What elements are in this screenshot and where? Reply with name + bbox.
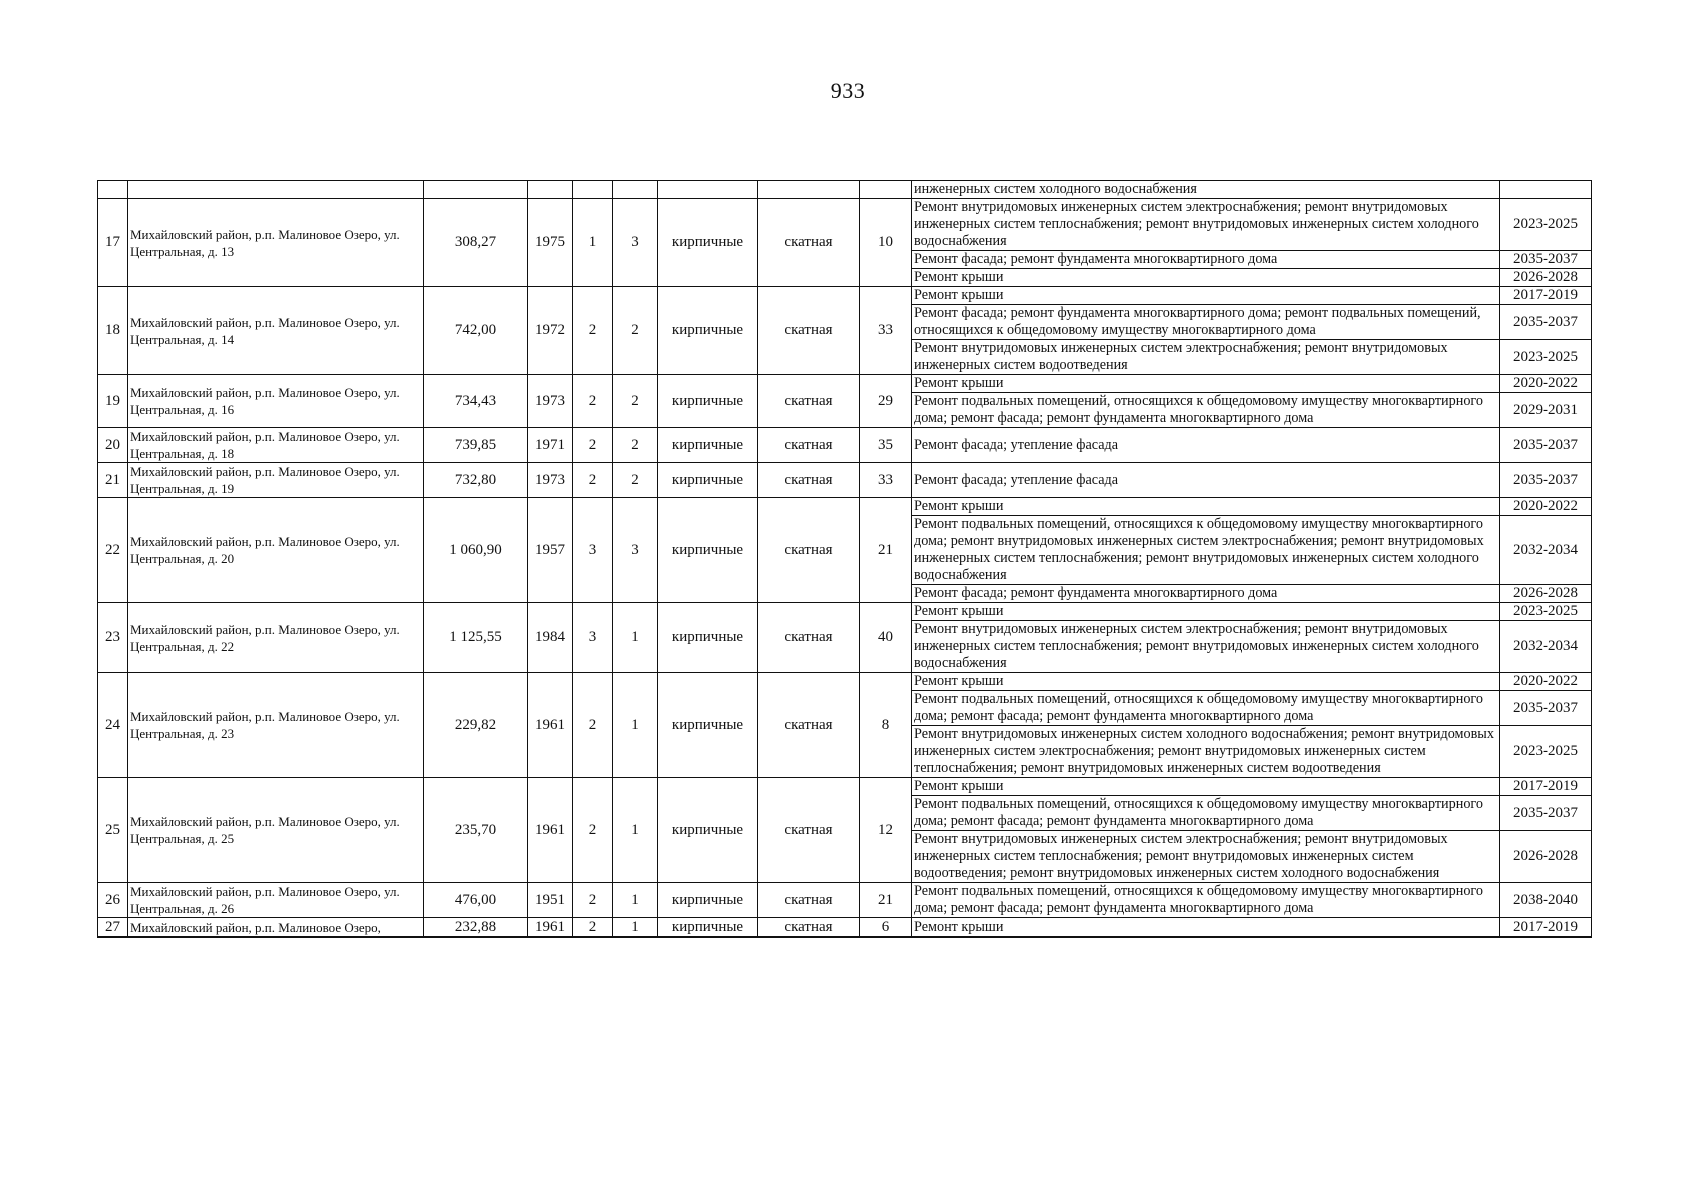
cell-period: 2020-2022: [1500, 673, 1592, 691]
cell-num: 24: [98, 673, 128, 778]
cell-year: 1961: [528, 673, 573, 778]
cell-work: Ремонт подвальных помещений, относящихся к общедомовому имуществу многоквартирного дома; ремонт фасада; ремонт фундамента многоквартирного дома: [912, 393, 1500, 428]
cell-period: 2017-2019: [1500, 918, 1592, 938]
continuation-row: [98, 181, 1592, 199]
cell-address: Михайловский район, р.п. Малиновое Озеро, ул. Центральная, д. 14: [128, 287, 424, 375]
cell-entrances: 1: [613, 883, 658, 918]
cell-walls: кирпичные: [658, 883, 758, 918]
cell-work: Ремонт крыши: [912, 498, 1500, 516]
table-row: [98, 463, 1592, 498]
cell-floors: [573, 181, 613, 199]
cell-period: [1500, 181, 1592, 199]
cell-entrances: 2: [613, 287, 658, 375]
cell-work: Ремонт фасада; утепление фасада: [912, 463, 1500, 498]
cell-period: 2023-2025: [1500, 726, 1592, 778]
cell-work: Ремонт внутридомовых инженерных систем холодного водоснабжения; ремонт внутридомовых инженерных систем электроснабжения; ремонт внутридомовых инженерных систем теплоснабжения; ремонт внутридомовых инженерных систем водоотведения: [912, 726, 1500, 778]
cell-year: 1951: [528, 883, 573, 918]
cell-residents: 33: [860, 463, 912, 498]
cell-num: 20: [98, 428, 128, 463]
cell-area: 229,82: [424, 673, 528, 778]
cell-period: 2026-2028: [1500, 585, 1592, 603]
cell-walls: кирпичные: [658, 428, 758, 463]
cell-entrances: [613, 181, 658, 199]
cell-period: 2035-2037: [1500, 691, 1592, 726]
cell-area: 476,00: [424, 883, 528, 918]
cell-year: 1957: [528, 498, 573, 603]
cell-floors: 2: [573, 778, 613, 883]
cell-entrances: 1: [613, 673, 658, 778]
cell-address: Михайловский район, р.п. Малиновое Озеро, ул. Центральная, д. 22: [128, 603, 424, 673]
cell-work: Ремонт подвальных помещений, относящихся к общедомовому имуществу многоквартирного дома; ремонт фасада; ремонт фундамента многоквартирного дома: [912, 796, 1500, 831]
cell-entrances: 2: [613, 428, 658, 463]
cell-num: 22: [98, 498, 128, 603]
cell-period: 2035-2037: [1500, 305, 1592, 340]
cell-roof: скатная: [758, 778, 860, 883]
cell-period: 2038-2040: [1500, 883, 1592, 918]
cell-area: 232,88: [424, 918, 528, 938]
cell-floors: 2: [573, 463, 613, 498]
cell-area: 1 060,90: [424, 498, 528, 603]
table-row: [98, 918, 1592, 938]
cell-roof: скатная: [758, 463, 860, 498]
cell-num: 25: [98, 778, 128, 883]
cell-period: 2035-2037: [1500, 796, 1592, 831]
cell-period: 2023-2025: [1500, 199, 1592, 251]
cell-residents: 8: [860, 673, 912, 778]
table-row: [98, 287, 1592, 305]
cell-walls: кирпичные: [658, 918, 758, 938]
cell-num: 17: [98, 199, 128, 287]
cell-area: 732,80: [424, 463, 528, 498]
cell-residents: 12: [860, 778, 912, 883]
cell-address: Михайловский район, р.п. Малиновое Озеро, ул. Центральная, д. 26: [128, 883, 424, 918]
cell-year: 1971: [528, 428, 573, 463]
cell-address: Михайловский район, р.п. Малиновое Озеро, ул. Центральная, д. 19: [128, 463, 424, 498]
page-number: 933: [830, 78, 866, 103]
cell-walls: кирпичные: [658, 375, 758, 428]
cell-area: 308,27: [424, 199, 528, 287]
table-row: [98, 778, 1592, 796]
cell-entrances: 1: [613, 918, 658, 938]
cell-area: [424, 181, 528, 199]
cell-period: 2026-2028: [1500, 269, 1592, 287]
cell-num: 23: [98, 603, 128, 673]
cell-floors: 2: [573, 673, 613, 778]
cell-residents: 6: [860, 918, 912, 938]
cell-entrances: 1: [613, 603, 658, 673]
cell-roof: скатная: [758, 287, 860, 375]
cell-roof: скатная: [758, 498, 860, 603]
table-body: [98, 181, 1592, 938]
cell-residents: 10: [860, 199, 912, 287]
cell-year: 1975: [528, 199, 573, 287]
cell-work: Ремонт внутридомовых инженерных систем электроснабжения; ремонт внутридомовых инженерных систем теплоснабжения; ремонт внутридомовых инженерных систем холодного водоснабжения: [912, 199, 1500, 251]
cell-walls: кирпичные: [658, 463, 758, 498]
cell-work: Ремонт крыши: [912, 269, 1500, 287]
cell-floors: 2: [573, 375, 613, 428]
cell-entrances: 3: [613, 498, 658, 603]
cell-work: Ремонт фасада; ремонт фундамента многоквартирного дома: [912, 251, 1500, 269]
cell-roof: скатная: [758, 603, 860, 673]
cell-period: 2020-2022: [1500, 375, 1592, 393]
table-row: [98, 375, 1592, 393]
cell-floors: 1: [573, 199, 613, 287]
cell-area: 734,43: [424, 375, 528, 428]
cell-floors: 2: [573, 883, 613, 918]
cell-num: 18: [98, 287, 128, 375]
cell-work: Ремонт крыши: [912, 778, 1500, 796]
cell-work: Ремонт подвальных помещений, относящихся к общедомовому имуществу многоквартирного дома; ремонт внутридомовых инженерных систем электроснабжения; ремонт внутридомовых инженерных систем теплоснабжения; ремонт внутридомовых инженерных систем холодного водоснабжения: [912, 516, 1500, 585]
cell-year: [528, 181, 573, 199]
cell-period: 2023-2025: [1500, 603, 1592, 621]
cell-work: Ремонт крыши: [912, 918, 1500, 938]
cell-work: Ремонт крыши: [912, 287, 1500, 305]
cell-work: Ремонт подвальных помещений, относящихся к общедомовому имуществу многоквартирного дома; ремонт фасада; ремонт фундамента многоквартирного дома: [912, 691, 1500, 726]
cell-year: 1984: [528, 603, 573, 673]
cell-period: 2017-2019: [1500, 778, 1592, 796]
cell-floors: 3: [573, 498, 613, 603]
cell-roof: скатная: [758, 199, 860, 287]
cell-walls: кирпичные: [658, 603, 758, 673]
table-row: [98, 428, 1592, 463]
cell-year: 1973: [528, 375, 573, 428]
cell-area: 742,00: [424, 287, 528, 375]
cell-roof: скатная: [758, 428, 860, 463]
cell-year: 1972: [528, 287, 573, 375]
cell-entrances: 3: [613, 199, 658, 287]
cell-walls: кирпичные: [658, 673, 758, 778]
cell-floors: 2: [573, 287, 613, 375]
cell-address: Михайловский район, р.п. Малиновое Озеро,: [128, 918, 424, 938]
cell-residents: 40: [860, 603, 912, 673]
cell-residents: 21: [860, 883, 912, 918]
cell-area: 739,85: [424, 428, 528, 463]
cell-residents: 35: [860, 428, 912, 463]
cell-walls: кирпичные: [658, 287, 758, 375]
cell-period: 2026-2028: [1500, 831, 1592, 883]
cell-area: 235,70: [424, 778, 528, 883]
cell-period: 2032-2034: [1500, 621, 1592, 673]
cell-walls: кирпичные: [658, 199, 758, 287]
cell-period: 2029-2031: [1500, 393, 1592, 428]
cell-period: 2017-2019: [1500, 287, 1592, 305]
cell-work: Ремонт внутридомовых инженерных систем электроснабжения; ремонт внутридомовых инженерных систем теплоснабжения; ремонт внутридомовых инженерных систем холодного водоснабжения: [912, 621, 1500, 673]
cell-num: [98, 181, 128, 199]
cell-residents: 29: [860, 375, 912, 428]
cell-work: Ремонт фасада; ремонт фундамента многоквартирного дома: [912, 585, 1500, 603]
cell-address: Михайловский район, р.п. Малиновое Озеро, ул. Центральная, д. 13: [128, 199, 424, 287]
cell-floors: 2: [573, 918, 613, 938]
cell-entrances: 1: [613, 778, 658, 883]
cell-work: инженерных систем холодного водоснабжения: [912, 181, 1500, 199]
housing-repair-table: [97, 180, 1592, 938]
table-row: [98, 199, 1592, 251]
cell-roof: [758, 181, 860, 199]
cell-roof: скатная: [758, 883, 860, 918]
cell-period: 2020-2022: [1500, 498, 1592, 516]
cell-residents: [860, 181, 912, 199]
cell-work: Ремонт крыши: [912, 603, 1500, 621]
cell-roof: скатная: [758, 673, 860, 778]
cell-work: Ремонт фасада; утепление фасада: [912, 428, 1500, 463]
cell-work: Ремонт крыши: [912, 673, 1500, 691]
cell-residents: 33: [860, 287, 912, 375]
cell-entrances: 2: [613, 375, 658, 428]
cell-work: Ремонт внутридомовых инженерных систем электроснабжения; ремонт внутридомовых инженерных систем водоотведения: [912, 340, 1500, 375]
cell-floors: 3: [573, 603, 613, 673]
cell-residents: 21: [860, 498, 912, 603]
cell-address: Михайловский район, р.п. Малиновое Озеро, ул. Центральная, д. 16: [128, 375, 424, 428]
table-row: [98, 498, 1592, 516]
cell-work: Ремонт подвальных помещений, относящихся к общедомовому имуществу многоквартирного дома; ремонт фасада; ремонт фундамента многоквартирного дома: [912, 883, 1500, 918]
cell-period: 2035-2037: [1500, 428, 1592, 463]
cell-address: Михайловский район, р.п. Малиновое Озеро, ул. Центральная, д. 18: [128, 428, 424, 463]
table-row: [98, 883, 1592, 918]
cell-year: 1961: [528, 918, 573, 938]
cell-work: Ремонт внутридомовых инженерных систем электроснабжения; ремонт внутридомовых инженерных систем теплоснабжения; ремонт внутридомовых инженерных систем водоотведения; ремонт внутридомовых инженерных систем холодного водоснабжения: [912, 831, 1500, 883]
cell-period: 2035-2037: [1500, 463, 1592, 498]
cell-floors: 2: [573, 428, 613, 463]
cell-year: 1973: [528, 463, 573, 498]
cell-roof: скатная: [758, 918, 860, 938]
cell-work: Ремонт крыши: [912, 375, 1500, 393]
cell-num: 21: [98, 463, 128, 498]
cell-walls: кирпичные: [658, 778, 758, 883]
cell-work: Ремонт фасада; ремонт фундамента многоквартирного дома; ремонт подвальных помещений, относящихся к общедомовому имуществу многоквартирного дома: [912, 305, 1500, 340]
cell-period: 2032-2034: [1500, 516, 1592, 585]
table-row: [98, 673, 1592, 691]
cell-roof: скатная: [758, 375, 860, 428]
cell-period: 2035-2037: [1500, 251, 1592, 269]
cell-period: 2023-2025: [1500, 340, 1592, 375]
table-row: [98, 603, 1592, 621]
cell-num: 26: [98, 883, 128, 918]
cell-address: Михайловский район, р.п. Малиновое Озеро, ул. Центральная, д. 25: [128, 778, 424, 883]
cell-area: 1 125,55: [424, 603, 528, 673]
cell-num: 19: [98, 375, 128, 428]
cell-entrances: 2: [613, 463, 658, 498]
cell-walls: [658, 181, 758, 199]
cell-address: [128, 181, 424, 199]
cell-num: 27: [98, 918, 128, 938]
cell-year: 1961: [528, 778, 573, 883]
cell-address: Михайловский район, р.п. Малиновое Озеро, ул. Центральная, д. 20: [128, 498, 424, 603]
cell-address: Михайловский район, р.п. Малиновое Озеро, ул. Центральная, д. 23: [128, 673, 424, 778]
cell-walls: кирпичные: [658, 498, 758, 603]
